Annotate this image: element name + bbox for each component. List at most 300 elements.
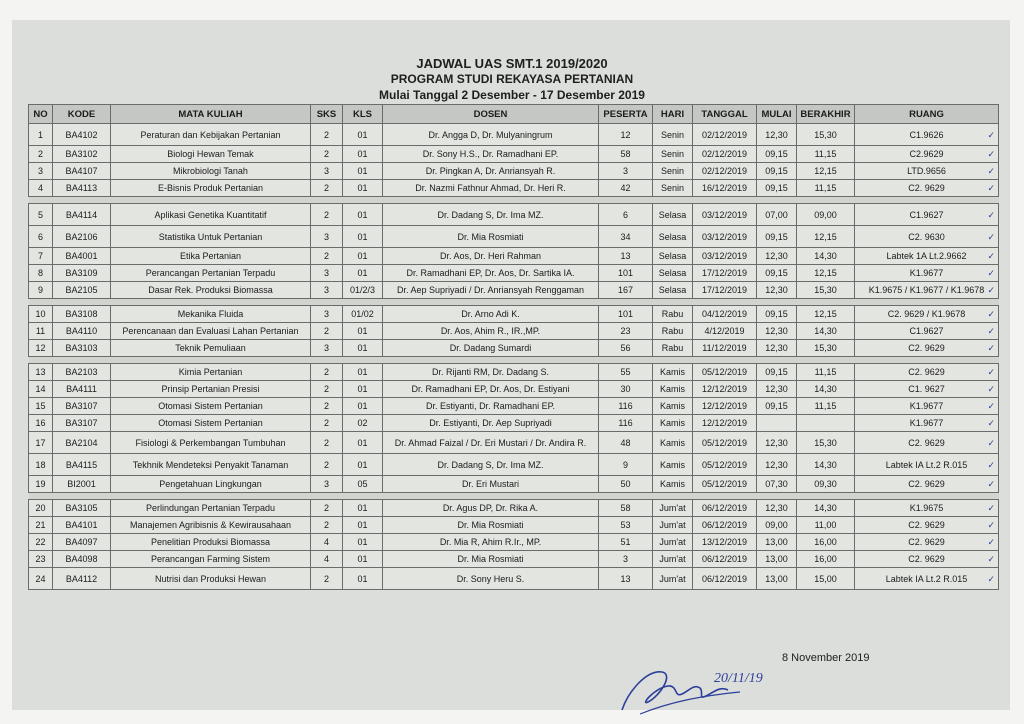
cell-kls: 01 bbox=[343, 204, 383, 226]
cell-sks: 3 bbox=[311, 226, 343, 248]
cell-tanggal: 4/12/2019 bbox=[693, 323, 757, 340]
cell-sks: 2 bbox=[311, 323, 343, 340]
cell-peserta: 23 bbox=[599, 323, 653, 340]
cell-mk: Perancangan Farming Sistem bbox=[111, 551, 311, 568]
cell-kls: 01 bbox=[343, 146, 383, 163]
handwritten-check-icon: ✓ bbox=[987, 209, 995, 220]
cell-mulai: 12,30 bbox=[757, 323, 797, 340]
cell-mulai bbox=[757, 415, 797, 432]
table-row bbox=[29, 381, 999, 398]
cell-sks: 3 bbox=[311, 282, 343, 299]
cell-peserta: 48 bbox=[599, 432, 653, 454]
cell-kode: BA4107 bbox=[53, 163, 111, 180]
cell-dosen: Dr. Ramadhani EP, Dr. Aos, Dr. Estiyani bbox=[383, 381, 599, 398]
cell-ruang bbox=[855, 265, 999, 282]
cell-dosen: Dr. Rijanti RM, Dr. Dadang S. bbox=[383, 364, 599, 381]
handwritten-check-icon: ✓ bbox=[987, 384, 995, 394]
cell-berakhir: 15,30 bbox=[797, 124, 855, 146]
cell-mk: Peraturan dan Kebijakan Pertanian bbox=[111, 124, 311, 146]
cell-mk: Perlindungan Pertanian Terpadu bbox=[111, 500, 311, 517]
cell-peserta: 3 bbox=[599, 163, 653, 180]
table-header-row bbox=[29, 105, 999, 124]
cell-dosen: Dr. Angga D, Dr. Mulyaningrum bbox=[383, 124, 599, 146]
column-header-no: NO bbox=[29, 105, 53, 124]
cell-mk: Otomasi Sistem Pertanian bbox=[111, 415, 311, 432]
cell-hari: Selasa bbox=[653, 226, 693, 248]
ruang-value: K1.9677 bbox=[909, 268, 944, 278]
cell-dosen: Dr. Sony H.S., Dr. Ramadhani EP. bbox=[383, 146, 599, 163]
cell-mk: Teknik Pemuliaan bbox=[111, 340, 311, 357]
cell-hari: Senin bbox=[653, 146, 693, 163]
cell-sks: 2 bbox=[311, 381, 343, 398]
column-header-kode: KODE bbox=[53, 105, 111, 124]
group-separator bbox=[29, 357, 999, 364]
cell-kode: BA3107 bbox=[53, 398, 111, 415]
cell-kode: BA3103 bbox=[53, 340, 111, 357]
cell-kode: BI2001 bbox=[53, 476, 111, 493]
cell-sks: 4 bbox=[311, 534, 343, 551]
column-header-dosen: DOSEN bbox=[383, 105, 599, 124]
cell-kode: BA2105 bbox=[53, 282, 111, 299]
cell-sks: 2 bbox=[311, 415, 343, 432]
cell-berakhir: 12,15 bbox=[797, 163, 855, 180]
cell-mk: Mikrobiologi Tanah bbox=[111, 163, 311, 180]
cell-peserta: 53 bbox=[599, 517, 653, 534]
cell-tanggal: 11/12/2019 bbox=[693, 340, 757, 357]
cell-hari: Selasa bbox=[653, 248, 693, 265]
cell-peserta: 58 bbox=[599, 146, 653, 163]
ruang-value: C2. 9629 bbox=[908, 520, 945, 530]
cell-kls: 01 bbox=[343, 226, 383, 248]
cell-no: 2 bbox=[29, 146, 53, 163]
cell-no: 12 bbox=[29, 340, 53, 357]
cell-sks: 2 bbox=[311, 204, 343, 226]
cell-mk: Perancangan Pertanian Terpadu bbox=[111, 265, 311, 282]
table-row bbox=[29, 340, 999, 357]
table-row bbox=[29, 415, 999, 432]
ruang-value: Labtek IA Lt.2 R.015 bbox=[885, 573, 968, 584]
cell-berakhir: 15,00 bbox=[797, 568, 855, 590]
cell-mulai: 12,30 bbox=[757, 432, 797, 454]
cell-dosen: Dr. Nazmi Fathnur Ahmad, Dr. Heri R. bbox=[383, 180, 599, 197]
handwritten-check-icon: ✓ bbox=[987, 554, 995, 564]
cell-sks: 2 bbox=[311, 398, 343, 415]
table-row bbox=[29, 204, 999, 226]
cell-kls: 01 bbox=[343, 432, 383, 454]
cell-hari: Senin bbox=[653, 163, 693, 180]
cell-dosen: Dr. Mia Rosmiati bbox=[383, 551, 599, 568]
cell-kls: 01 bbox=[343, 340, 383, 357]
cell-ruang bbox=[855, 204, 999, 226]
cell-no: 6 bbox=[29, 226, 53, 248]
cell-peserta: 56 bbox=[599, 340, 653, 357]
cell-peserta: 13 bbox=[599, 248, 653, 265]
cell-berakhir: 11,15 bbox=[797, 180, 855, 197]
cell-berakhir: 14,30 bbox=[797, 248, 855, 265]
cell-dosen: Dr. Sony Heru S. bbox=[383, 568, 599, 590]
cell-mk: Etika Pertanian bbox=[111, 248, 311, 265]
table-row bbox=[29, 551, 999, 568]
cell-dosen: Dr. Ramadhani EP, Dr. Aos, Dr. Sartika IA. bbox=[383, 265, 599, 282]
cell-tanggal: 05/12/2019 bbox=[693, 476, 757, 493]
cell-hari: Jum'at bbox=[653, 534, 693, 551]
cell-mk: Mekanika Fluida bbox=[111, 306, 311, 323]
cell-dosen: Dr. Dadang Sumardi bbox=[383, 340, 599, 357]
cell-kls: 01 bbox=[343, 454, 383, 476]
cell-kls: 05 bbox=[343, 476, 383, 493]
cell-ruang bbox=[855, 432, 999, 454]
table-row bbox=[29, 364, 999, 381]
table-row bbox=[29, 306, 999, 323]
ruang-value: K1.9675 bbox=[909, 503, 944, 513]
handwritten-check-icon: ✓ bbox=[987, 231, 995, 242]
cell-tanggal: 13/12/2019 bbox=[693, 534, 757, 551]
cell-hari: Rabu bbox=[653, 340, 693, 357]
cell-kls: 01 bbox=[343, 248, 383, 265]
handwritten-check-icon: ✓ bbox=[987, 129, 995, 140]
cell-berakhir: 14,30 bbox=[797, 323, 855, 340]
cell-mulai: 09,00 bbox=[757, 517, 797, 534]
cell-kls: 01 bbox=[343, 500, 383, 517]
cell-hari: Jum'at bbox=[653, 551, 693, 568]
group-separator bbox=[29, 299, 999, 306]
cell-berakhir: 14,30 bbox=[797, 500, 855, 517]
handwritten-check-icon: ✓ bbox=[987, 459, 995, 470]
ruang-value: K1.9677 bbox=[909, 401, 944, 411]
handwritten-check-icon: ✓ bbox=[987, 418, 995, 428]
cell-tanggal: 06/12/2019 bbox=[693, 517, 757, 534]
cell-tanggal: 02/12/2019 bbox=[693, 163, 757, 180]
cell-peserta: 13 bbox=[599, 568, 653, 590]
ruang-value: K1.9675 / K1.9677 / K1.9678 bbox=[868, 285, 985, 295]
cell-kls: 01 bbox=[343, 364, 383, 381]
cell-hari: Kamis bbox=[653, 415, 693, 432]
cell-mulai: 12,30 bbox=[757, 340, 797, 357]
cell-sks: 3 bbox=[311, 476, 343, 493]
handwritten-check-icon: ✓ bbox=[987, 268, 995, 278]
handwritten-check-icon: ✓ bbox=[987, 401, 995, 411]
cell-peserta: 116 bbox=[599, 415, 653, 432]
signature-date: 20/11/19 bbox=[714, 671, 763, 686]
cell-dosen: Dr. Estiyanti, Dr. Ramadhani EP. bbox=[383, 398, 599, 415]
cell-no: 13 bbox=[29, 364, 53, 381]
cell-berakhir: 15,30 bbox=[797, 432, 855, 454]
cell-berakhir: 11,15 bbox=[797, 398, 855, 415]
cell-kls: 01 bbox=[343, 568, 383, 590]
cell-kode: BA4111 bbox=[53, 381, 111, 398]
ruang-value: C2. 9629 / K1.9678 bbox=[887, 309, 966, 319]
cell-mk: E-Bisnis Produk Pertanian bbox=[111, 180, 311, 197]
table-row bbox=[29, 163, 999, 180]
cell-berakhir: 16,00 bbox=[797, 534, 855, 551]
cell-ruang bbox=[855, 146, 999, 163]
cell-sks: 3 bbox=[311, 163, 343, 180]
cell-tanggal: 05/12/2019 bbox=[693, 454, 757, 476]
cell-tanggal: 02/12/2019 bbox=[693, 146, 757, 163]
cell-kode: BA3108 bbox=[53, 306, 111, 323]
cell-kode: BA4115 bbox=[53, 454, 111, 476]
cell-berakhir: 11,00 bbox=[797, 517, 855, 534]
column-header-kls: KLS bbox=[343, 105, 383, 124]
cell-kls: 01/2/3 bbox=[343, 282, 383, 299]
table-row bbox=[29, 398, 999, 415]
cell-ruang bbox=[855, 476, 999, 493]
cell-kls: 01 bbox=[343, 180, 383, 197]
cell-sks: 2 bbox=[311, 568, 343, 590]
cell-hari: Selasa bbox=[653, 265, 693, 282]
cell-tanggal: 03/12/2019 bbox=[693, 226, 757, 248]
ruang-value: C1. 9627 bbox=[908, 384, 945, 394]
cell-mulai: 07,00 bbox=[757, 204, 797, 226]
cell-no: 11 bbox=[29, 323, 53, 340]
cell-dosen: Dr. Mia R, Ahim R.Ir., MP. bbox=[383, 534, 599, 551]
cell-no: 3 bbox=[29, 163, 53, 180]
cell-mk: Biologi Hewan Temak bbox=[111, 146, 311, 163]
column-header-peserta: PESERTA bbox=[599, 105, 653, 124]
cell-kode: BA3109 bbox=[53, 265, 111, 282]
handwritten-check-icon: ✓ bbox=[987, 537, 995, 547]
cell-tanggal: 12/12/2019 bbox=[693, 398, 757, 415]
cell-berakhir: 09,00 bbox=[797, 204, 855, 226]
column-header-ruang: RUANG bbox=[855, 105, 999, 124]
cell-mk: Perencanaan dan Evaluasi Lahan Pertanian bbox=[111, 323, 311, 340]
cell-kode: BA3107 bbox=[53, 415, 111, 432]
column-header-tanggal: TANGGAL bbox=[693, 105, 757, 124]
cell-dosen: Dr. Ahmad Faizal / Dr. Eri Mustari / Dr. Andira R. bbox=[383, 432, 599, 454]
cell-no: 16 bbox=[29, 415, 53, 432]
ruang-value: C2.9629 bbox=[909, 149, 944, 159]
ruang-value: C1.9627 bbox=[909, 326, 944, 336]
handwritten-signature bbox=[610, 652, 810, 720]
column-header-berakhir: BERAKHIR bbox=[797, 105, 855, 124]
cell-no: 14 bbox=[29, 381, 53, 398]
cell-dosen: Dr. Aos, Dr. Heri Rahman bbox=[383, 248, 599, 265]
cell-ruang bbox=[855, 163, 999, 180]
cell-mulai: 09,15 bbox=[757, 398, 797, 415]
handwritten-check-icon: ✓ bbox=[987, 367, 995, 377]
cell-peserta: 9 bbox=[599, 454, 653, 476]
cell-mk: Prinsip Pertanian Presisi bbox=[111, 381, 311, 398]
cell-hari: Kamis bbox=[653, 398, 693, 415]
cell-mulai: 12,30 bbox=[757, 124, 797, 146]
cell-mulai: 09,15 bbox=[757, 180, 797, 197]
cell-kls: 01 bbox=[343, 323, 383, 340]
handwritten-check-icon: ✓ bbox=[987, 343, 995, 353]
table-row bbox=[29, 226, 999, 248]
cell-sks: 2 bbox=[311, 432, 343, 454]
handwritten-check-icon: ✓ bbox=[987, 503, 995, 513]
cell-kode: BA4114 bbox=[53, 204, 111, 226]
ruang-value: C2. 9630 bbox=[908, 231, 945, 242]
cell-berakhir: 14,30 bbox=[797, 381, 855, 398]
cell-berakhir: 11,15 bbox=[797, 364, 855, 381]
handwritten-check-icon: ✓ bbox=[987, 166, 995, 176]
cell-dosen: Dr. Mia Rosmiati bbox=[383, 517, 599, 534]
cell-no: 23 bbox=[29, 551, 53, 568]
group-separator bbox=[29, 197, 999, 204]
cell-peserta: 30 bbox=[599, 381, 653, 398]
cell-hari: Jum'at bbox=[653, 568, 693, 590]
table-row bbox=[29, 146, 999, 163]
cell-berakhir: 11,15 bbox=[797, 146, 855, 163]
cell-mk: Otomasi Sistem Pertanian bbox=[111, 398, 311, 415]
cell-sks: 3 bbox=[311, 265, 343, 282]
cell-kode: BA2106 bbox=[53, 226, 111, 248]
handwritten-check-icon: ✓ bbox=[987, 309, 995, 319]
ruang-value: C2. 9629 bbox=[908, 367, 945, 377]
cell-kls: 01 bbox=[343, 381, 383, 398]
cell-hari: Senin bbox=[653, 124, 693, 146]
cell-berakhir: 14,30 bbox=[797, 454, 855, 476]
cell-mulai: 12,30 bbox=[757, 500, 797, 517]
cell-mulai: 09,15 bbox=[757, 146, 797, 163]
cell-mk: Statistika Untuk Pertanian bbox=[111, 226, 311, 248]
table-row bbox=[29, 454, 999, 476]
cell-kls: 01 bbox=[343, 534, 383, 551]
cell-peserta: 50 bbox=[599, 476, 653, 493]
table-row bbox=[29, 568, 999, 590]
cell-tanggal: 17/12/2019 bbox=[693, 282, 757, 299]
ruang-value: Labtek 1A Lt.2.9662 bbox=[886, 251, 967, 261]
cell-no: 8 bbox=[29, 265, 53, 282]
table-row bbox=[29, 282, 999, 299]
cell-peserta: 58 bbox=[599, 500, 653, 517]
cell-berakhir: 15,30 bbox=[797, 340, 855, 357]
cell-peserta: 3 bbox=[599, 551, 653, 568]
cell-peserta: 6 bbox=[599, 204, 653, 226]
cell-peserta: 167 bbox=[599, 282, 653, 299]
cell-kode: BA2104 bbox=[53, 432, 111, 454]
exam-schedule-table bbox=[28, 104, 999, 590]
cell-no: 18 bbox=[29, 454, 53, 476]
cell-tanggal: 17/12/2019 bbox=[693, 265, 757, 282]
separator-cell bbox=[29, 197, 999, 204]
handwritten-check-icon: ✓ bbox=[987, 285, 995, 295]
cell-hari: Selasa bbox=[653, 204, 693, 226]
cell-kode: BA4102 bbox=[53, 124, 111, 146]
ruang-value: C2. 9629 bbox=[908, 479, 945, 489]
cell-hari: Jum'at bbox=[653, 500, 693, 517]
cell-tanggal: 12/12/2019 bbox=[693, 381, 757, 398]
cell-sks: 3 bbox=[311, 306, 343, 323]
column-header-sks: SKS bbox=[311, 105, 343, 124]
cell-sks: 2 bbox=[311, 180, 343, 197]
cell-mulai: 12,30 bbox=[757, 282, 797, 299]
table-row bbox=[29, 180, 999, 197]
handwritten-check-icon: ✓ bbox=[987, 149, 995, 159]
ruang-value: K1.9677 bbox=[909, 418, 944, 428]
ruang-value: C2. 9629 bbox=[908, 537, 945, 547]
cell-no: 21 bbox=[29, 517, 53, 534]
cell-hari: Jum'at bbox=[653, 517, 693, 534]
cell-mulai: 07,30 bbox=[757, 476, 797, 493]
cell-kls: 01 bbox=[343, 124, 383, 146]
table-row bbox=[29, 265, 999, 282]
cell-mulai: 09,15 bbox=[757, 265, 797, 282]
cell-mk: Manajemen Agribisnis & Kewirausahaan bbox=[111, 517, 311, 534]
cell-hari: Rabu bbox=[653, 306, 693, 323]
table-row bbox=[29, 323, 999, 340]
cell-berakhir: 12,15 bbox=[797, 226, 855, 248]
separator-cell bbox=[29, 493, 999, 500]
cell-ruang bbox=[855, 323, 999, 340]
cell-dosen: Dr. Pingkan A, Dr. Anriansyah R. bbox=[383, 163, 599, 180]
handwritten-check-icon: ✓ bbox=[987, 326, 995, 336]
cell-ruang bbox=[855, 226, 999, 248]
cell-no: 22 bbox=[29, 534, 53, 551]
cell-sks: 4 bbox=[311, 551, 343, 568]
cell-mulai: 09,15 bbox=[757, 226, 797, 248]
cell-ruang bbox=[855, 180, 999, 197]
column-header-hari: HARI bbox=[653, 105, 693, 124]
cell-mulai: 12,30 bbox=[757, 381, 797, 398]
cell-kode: BA3105 bbox=[53, 500, 111, 517]
cell-ruang bbox=[855, 340, 999, 357]
table-row bbox=[29, 124, 999, 146]
cell-peserta: 34 bbox=[599, 226, 653, 248]
cell-no: 4 bbox=[29, 180, 53, 197]
table-body bbox=[29, 124, 999, 590]
cell-tanggal: 12/12/2019 bbox=[693, 415, 757, 432]
cell-tanggal: 03/12/2019 bbox=[693, 204, 757, 226]
ruang-value: Labtek IA Lt.2 R.015 bbox=[885, 459, 968, 470]
cell-berakhir: 16,00 bbox=[797, 551, 855, 568]
separator-cell bbox=[29, 357, 999, 364]
cell-peserta: 55 bbox=[599, 364, 653, 381]
cell-no: 9 bbox=[29, 282, 53, 299]
cell-dosen: Dr. Dadang S, Dr. Ima MZ. bbox=[383, 204, 599, 226]
cell-mulai: 09,15 bbox=[757, 163, 797, 180]
cell-ruang bbox=[855, 381, 999, 398]
cell-kode: BA4098 bbox=[53, 551, 111, 568]
cell-tanggal: 05/12/2019 bbox=[693, 432, 757, 454]
cell-mulai: 13,00 bbox=[757, 534, 797, 551]
cell-ruang bbox=[855, 398, 999, 415]
cell-peserta: 101 bbox=[599, 306, 653, 323]
cell-mulai: 13,00 bbox=[757, 568, 797, 590]
handwritten-check-icon: ✓ bbox=[987, 183, 995, 193]
cell-ruang bbox=[855, 551, 999, 568]
cell-mk: Fisiologi & Perkembangan Tumbuhan bbox=[111, 432, 311, 454]
cell-peserta: 116 bbox=[599, 398, 653, 415]
cell-dosen: Dr. Mia Rosmiati bbox=[383, 226, 599, 248]
cell-sks: 2 bbox=[311, 146, 343, 163]
cell-tanggal: 16/12/2019 bbox=[693, 180, 757, 197]
cell-mk: Kimia Pertanian bbox=[111, 364, 311, 381]
handwritten-check-icon: ✓ bbox=[987, 437, 995, 448]
ruang-value: C1.9626 bbox=[909, 129, 944, 140]
cell-kode: BA4097 bbox=[53, 534, 111, 551]
cell-hari: Rabu bbox=[653, 323, 693, 340]
cell-dosen: Dr. Arno Adi K. bbox=[383, 306, 599, 323]
cell-dosen: Dr. Aos, Ahim R., IR.,MP. bbox=[383, 323, 599, 340]
table-row bbox=[29, 517, 999, 534]
cell-peserta: 51 bbox=[599, 534, 653, 551]
cell-tanggal: 05/12/2019 bbox=[693, 364, 757, 381]
cell-sks: 2 bbox=[311, 517, 343, 534]
cell-mk: Aplikasi Genetika Kuantitatif bbox=[111, 204, 311, 226]
cell-ruang bbox=[855, 248, 999, 265]
cell-sks: 2 bbox=[311, 500, 343, 517]
table-row bbox=[29, 500, 999, 517]
ruang-value: C1.9627 bbox=[909, 209, 944, 220]
cell-ruang bbox=[855, 517, 999, 534]
program-name: PROGRAM STUDI REKAYASA PERTANIAN bbox=[390, 72, 634, 86]
cell-tanggal: 06/12/2019 bbox=[693, 500, 757, 517]
cell-sks: 2 bbox=[311, 248, 343, 265]
ruang-value: LTD.9656 bbox=[907, 166, 946, 176]
cell-no: 19 bbox=[29, 476, 53, 493]
